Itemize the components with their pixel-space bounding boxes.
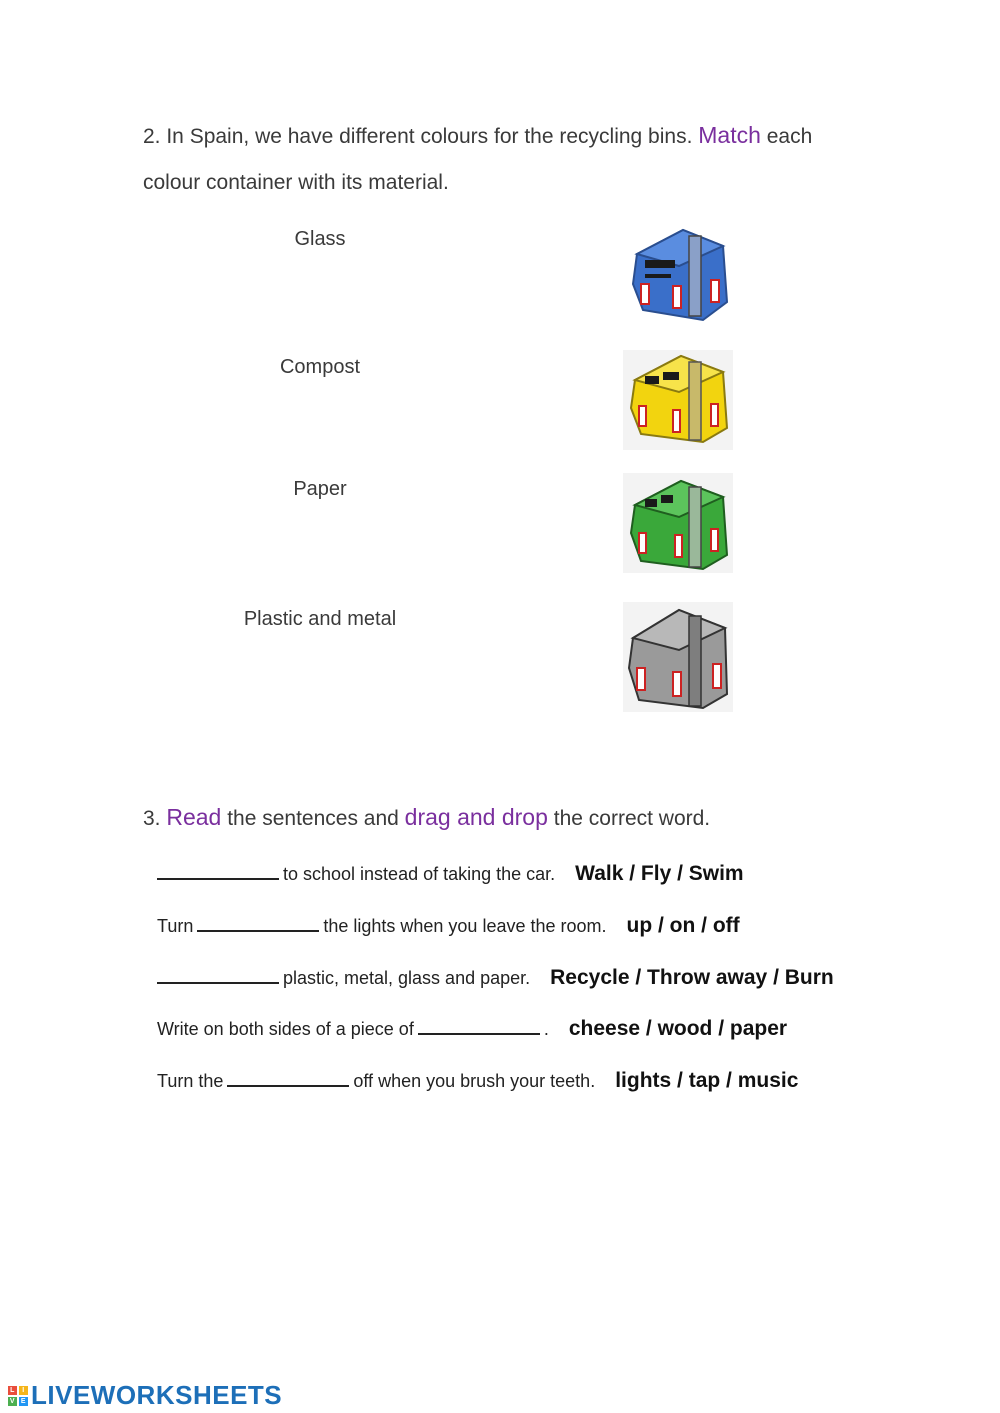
sentence-4-text: . <box>543 1019 549 1039</box>
sentence-1 <box>157 860 744 886</box>
sentence-2-text: the lights when you leave the room. <box>323 916 607 936</box>
drag-drop-keyword: drag and drop <box>404 804 548 830</box>
match-keyword: Match <box>698 122 761 148</box>
sentence-3-options: Recycle / Throw away / Burn <box>550 966 834 989</box>
question-3-end: the correct word. <box>553 807 711 830</box>
question-3-heading <box>143 806 710 829</box>
answer-blank-2[interactable] <box>197 912 319 932</box>
logo-mark-l: L <box>8 1386 17 1395</box>
blue-bin-icon[interactable] <box>623 222 733 322</box>
question-2-intro: 2. In Spain, we have different colours for the recycling bins. <box>143 125 693 148</box>
green-bin-icon[interactable] <box>623 473 733 573</box>
liveworksheets-logo <box>8 1380 282 1411</box>
material-plastic-metal[interactable]: Plastic and metal <box>243 608 397 630</box>
question-2-intro-end: each <box>766 125 813 148</box>
sentence-5-text: off when you brush your teeth. <box>353 1071 596 1091</box>
answer-blank-4[interactable] <box>418 1015 540 1035</box>
material-compost[interactable]: Compost <box>279 356 361 378</box>
logo-mark-e: E <box>20 1397 27 1405</box>
question-2-line2: colour container with its material. <box>143 171 449 194</box>
answer-blank-5[interactable] <box>227 1067 349 1087</box>
answer-blank-1[interactable] <box>157 860 279 880</box>
question-3-number: 3. <box>143 807 161 830</box>
sentence-4-options: cheese / wood / paper <box>568 1017 788 1040</box>
sentence-5 <box>157 1067 798 1093</box>
question-2-heading <box>143 124 812 147</box>
logo-mark-icon <box>8 1386 28 1406</box>
sentence-2-before: Turn <box>157 916 194 936</box>
logo-mark-i: I <box>19 1386 28 1395</box>
sentence-5-before: Turn the <box>157 1071 224 1091</box>
sentence-3 <box>157 964 834 990</box>
grey-bin-icon[interactable] <box>623 602 733 712</box>
logo-text: LIVEWORKSHEETS <box>31 1380 283 1410</box>
sentence-4-before: Write on both sides of a piece of <box>157 1019 414 1039</box>
sentence-2-options: up / on / off <box>626 914 740 937</box>
sentence-5-options: lights / tap / music <box>615 1069 799 1092</box>
material-glass[interactable]: Glass <box>294 228 346 250</box>
yellow-bin-icon[interactable] <box>623 350 733 450</box>
sentence-4 <box>157 1015 787 1041</box>
answer-blank-3[interactable] <box>157 964 279 984</box>
sentence-2 <box>157 912 740 938</box>
question-3-mid: the sentences and <box>227 807 399 830</box>
sentence-3-text: plastic, metal, glass and paper. <box>283 968 531 988</box>
logo-mark-v: V <box>9 1397 16 1405</box>
sentence-1-options: Walk / Fly / Swim <box>575 862 744 885</box>
sentence-1-text: to school instead of taking the car. <box>283 864 556 884</box>
read-keyword: Read <box>166 804 222 830</box>
material-paper[interactable]: Paper <box>293 478 347 500</box>
